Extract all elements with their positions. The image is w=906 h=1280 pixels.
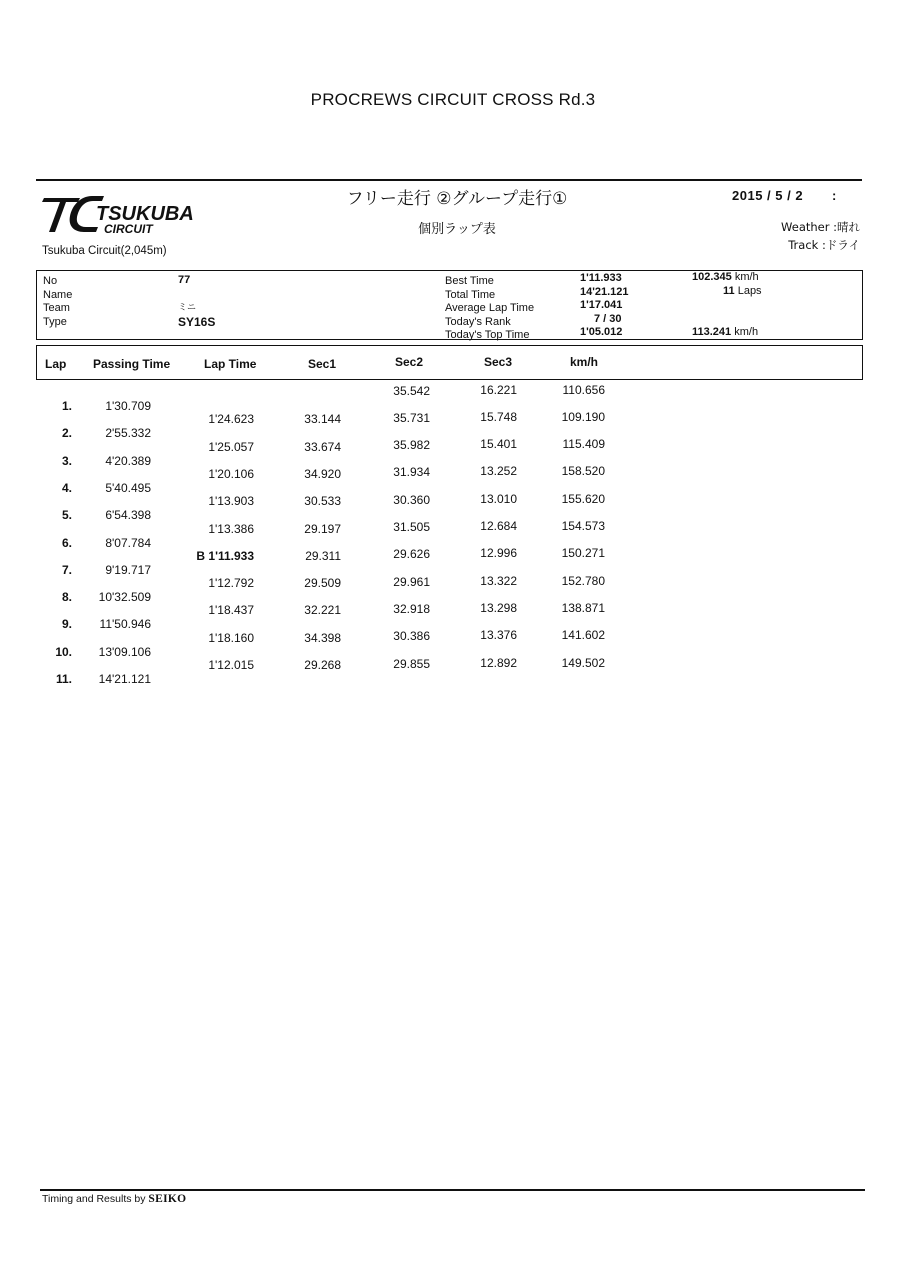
sec3-time: 12.684 xyxy=(480,519,517,533)
lap-time: 1'20.106 xyxy=(208,466,254,481)
sheet-title: 個別ラップ表 xyxy=(418,222,496,237)
lap-number: 2. xyxy=(61,426,72,441)
sec3-time: 13.010 xyxy=(480,491,517,506)
sec1-time: 33.674 xyxy=(304,439,341,454)
rank-value: 7 / 30 xyxy=(594,312,622,325)
lap-number: 9. xyxy=(61,617,72,632)
average-lap-label: Average Lap Time xyxy=(445,302,535,314)
lap-number: 3. xyxy=(61,453,72,468)
lap-table-header xyxy=(36,345,863,380)
sec1-time: 29.268 xyxy=(304,658,341,672)
footer-credit xyxy=(42,1193,186,1205)
track-condition: Track :ドライ xyxy=(788,238,860,252)
average-lap-value: 1'17.041 xyxy=(580,299,623,311)
total-laps xyxy=(723,285,762,299)
sec3-time: 15.401 xyxy=(480,437,517,452)
team-name: ミニ xyxy=(178,303,197,313)
passing-time: 4'20.389 xyxy=(105,453,151,468)
best-speed-unit: km/h xyxy=(734,271,759,283)
passing-time: 1'30.709 xyxy=(105,399,151,413)
lap-speed: 155.620 xyxy=(561,491,605,506)
passing-time: 8'07.784 xyxy=(105,535,151,550)
sec2-time: 35.542 xyxy=(393,383,430,398)
total-laps-value: 11 xyxy=(723,285,735,297)
lap-number: 5. xyxy=(61,508,72,523)
lap-time: 1'12.015 xyxy=(208,658,254,672)
best-time-value: 1'11.933 xyxy=(580,272,622,284)
lap-number: 8. xyxy=(61,590,72,605)
passing-time: 11'50.946 xyxy=(99,617,151,632)
total-time-label: Total Time xyxy=(445,288,496,301)
weather-condition: Weather :晴れ xyxy=(781,220,860,234)
type-label: Type xyxy=(43,315,67,328)
logo-sub-text: CIRCUIT xyxy=(104,222,153,236)
sec1-time: 29.311 xyxy=(305,548,341,563)
sec3-time: 15.748 xyxy=(480,409,517,424)
lap-time: 1'24.623 xyxy=(208,412,254,427)
lap-speed: 150.271 xyxy=(561,546,605,561)
lap-speed: 138.871 xyxy=(561,600,605,615)
sec2-time: 29.961 xyxy=(393,574,430,589)
sec2-time: 35.982 xyxy=(393,438,430,453)
sec3-time: 13.376 xyxy=(480,628,517,643)
lap-time: 1'13.903 xyxy=(208,494,254,509)
event-title: PROCREWS CIRCUIT CROSS Rd.3 xyxy=(310,90,596,109)
sec2-time: 35.731 xyxy=(393,410,430,425)
driver-info-box xyxy=(36,270,863,340)
col-sec2: Sec2 xyxy=(395,355,424,369)
car-number: 77 xyxy=(178,274,191,286)
sec2-time: 29.855 xyxy=(393,656,430,671)
session-title: フリー走行 ②グループ走行① xyxy=(346,189,568,209)
passing-time: 6'54.398 xyxy=(105,508,151,523)
logo-brand-text: TSUKUBA xyxy=(96,203,194,225)
session-time: : xyxy=(832,188,837,203)
sec2-time: 32.918 xyxy=(393,601,430,616)
sec1-time: 34.920 xyxy=(304,466,341,481)
total-time-value: 14'21.121 xyxy=(580,285,629,298)
sec1-time: 29.509 xyxy=(304,576,341,591)
passing-time: 5'40.495 xyxy=(105,480,151,495)
col-sec3: Sec3 xyxy=(484,355,513,369)
lap-speed: 154.573 xyxy=(561,519,605,533)
lap-speed: 152.780 xyxy=(561,573,605,588)
passing-time: 10'32.509 xyxy=(98,590,151,605)
lap-number: 7. xyxy=(61,562,72,577)
circuit-name: Tsukuba Circuit(2,045m) xyxy=(42,245,167,257)
sec3-time: 12.892 xyxy=(480,655,517,670)
session-date: 2015 / 5 / 2 xyxy=(732,188,804,203)
sec2-time: 30.360 xyxy=(393,492,430,507)
seiko-logo: SEIKO xyxy=(148,1193,187,1205)
sec3-time: 13.298 xyxy=(480,600,517,615)
lap-speed: 141.602 xyxy=(561,628,605,643)
lap-number: 10. xyxy=(55,644,72,659)
top-time-value: 1'05.012 xyxy=(580,326,623,338)
lap-time: 1'18.437 xyxy=(208,603,254,618)
passing-time: 14'21.121 xyxy=(98,672,151,686)
sec1-time: 34.398 xyxy=(304,630,341,645)
best-speed-value: 102.345 xyxy=(692,271,732,283)
lap-time: 1'12.792 xyxy=(208,576,254,591)
passing-time: 9'19.717 xyxy=(105,562,151,577)
sec2-time: 31.505 xyxy=(393,520,430,534)
no-label: No xyxy=(43,275,58,287)
best-time-label: Best Time xyxy=(445,275,494,287)
lap-number: 4. xyxy=(61,480,72,495)
rank-label: Today's Rank xyxy=(445,315,511,328)
passing-time: 13'09.106 xyxy=(98,644,151,659)
name-label: Name xyxy=(43,288,73,301)
sec2-time: 30.386 xyxy=(393,629,430,644)
sec3-time: 13.252 xyxy=(480,464,517,479)
lap-time: 1'13.386 xyxy=(208,521,254,536)
sec3-time: 13.322 xyxy=(480,573,517,588)
sec1-time: 30.533 xyxy=(304,494,341,509)
team-label: Team xyxy=(43,302,70,314)
sec2-time: 29.626 xyxy=(393,547,430,562)
lap-time: 1'18.160 xyxy=(208,630,254,645)
top-speed-unit: km/h xyxy=(734,326,759,338)
footer-rule xyxy=(40,1189,865,1191)
lap-number: 1. xyxy=(61,399,72,413)
lap-time: 1'25.057 xyxy=(208,439,254,454)
top-speed-value: 113.241 xyxy=(692,326,732,338)
top-speed xyxy=(692,326,758,340)
col-sec1: Sec1 xyxy=(308,357,337,371)
sec1-time: 32.221 xyxy=(304,603,341,618)
lap-speed: 110.656 xyxy=(562,382,605,397)
sec2-time: 31.934 xyxy=(393,465,430,480)
header-top-rule xyxy=(36,179,862,181)
lap-number: 6. xyxy=(61,535,72,550)
sec3-time: 16.221 xyxy=(480,382,517,397)
car-type: SY16S xyxy=(178,314,216,329)
lap-speed: 149.502 xyxy=(561,655,605,670)
lap-speed: 109.190 xyxy=(561,409,605,424)
best-lap-time: B 1'11.933 xyxy=(196,548,254,563)
lap-speed: 115.409 xyxy=(562,437,605,452)
col-lap: Lap xyxy=(45,357,67,371)
total-laps-unit: Laps xyxy=(737,285,762,297)
top-time-label: Today's Top Time xyxy=(445,329,530,341)
sec3-time: 12.996 xyxy=(480,546,517,561)
footer-text: Timing and Results by xyxy=(42,1193,149,1205)
sec1-time: 29.197 xyxy=(304,521,341,536)
lap-number: 11. xyxy=(55,672,72,686)
lap-speed: 158.520 xyxy=(561,464,605,479)
col-lap-time: Lap Time xyxy=(204,357,257,371)
passing-time: 2'55.332 xyxy=(105,426,151,441)
col-kmh: km/h xyxy=(570,355,599,369)
col-passing-time: Passing Time xyxy=(93,357,171,371)
sec1-time: 33.144 xyxy=(304,412,341,427)
best-speed xyxy=(692,271,759,285)
